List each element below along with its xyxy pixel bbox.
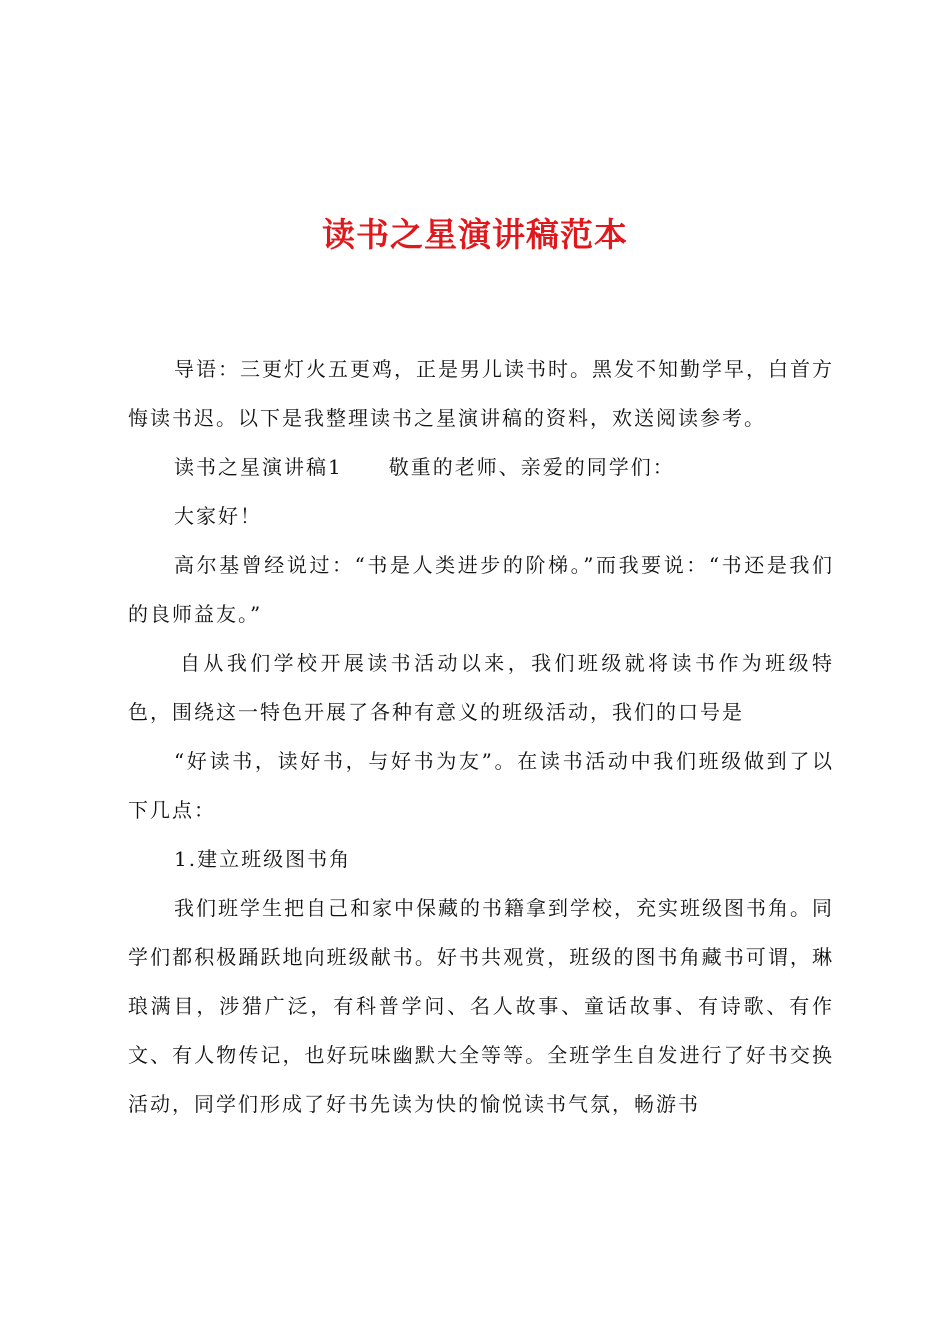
document-title: 读书之星演讲稿范本 bbox=[322, 215, 628, 254]
details-paragraph: 我们班学生把自己和家中保藏的书籍拿到学校，充实班级图书角。同学们都积极踊跃地向班级献书。好书共观赏，班级的图书角藏书可谓，琳琅满目，涉猎广泛，有科普学问、名人故事、童话故事、有诗歌、有作文、有人物传记，也好玩味幽默大全等等。全班学生自发进行了好书交换活动，同学们形成了好书先读为快的愉悦读书气氛，畅游书 bbox=[128, 896, 834, 1116]
activity-paragraph: 自从我们学校开展读书活动以来，我们班级就将读书作为班级特色，围绕这一特色开展了各种有意义的班级活动，我们的口号是 bbox=[128, 651, 834, 724]
point-heading: 1.建立班级图书角 bbox=[174, 847, 352, 871]
salutation: 敬重的老师、亲爱的同学们： bbox=[388, 455, 675, 479]
speech-heading: 读书之星演讲稿1 bbox=[174, 455, 343, 479]
intro-paragraph: 导语：三更灯火五更鸡，正是男儿读书时。黑发不知勤学早，白首方悔读书迟。以下是我整理读书之星演讲稿的资料，欢送阅读参考。 bbox=[128, 357, 834, 430]
slogan-paragraph: “好读书，读好书，与好书为友”。在读书活动中我们班级做到了以下几点： bbox=[128, 749, 834, 822]
document-body bbox=[128, 345, 834, 1129]
greeting-paragraph: 大家好！ bbox=[174, 504, 262, 528]
speech-heading-paragraph bbox=[128, 443, 834, 492]
quote-paragraph: 高尔基曾经说过：“书是人类进步的阶梯。”而我要说：“书还是我们的良师益友。” bbox=[128, 553, 834, 626]
